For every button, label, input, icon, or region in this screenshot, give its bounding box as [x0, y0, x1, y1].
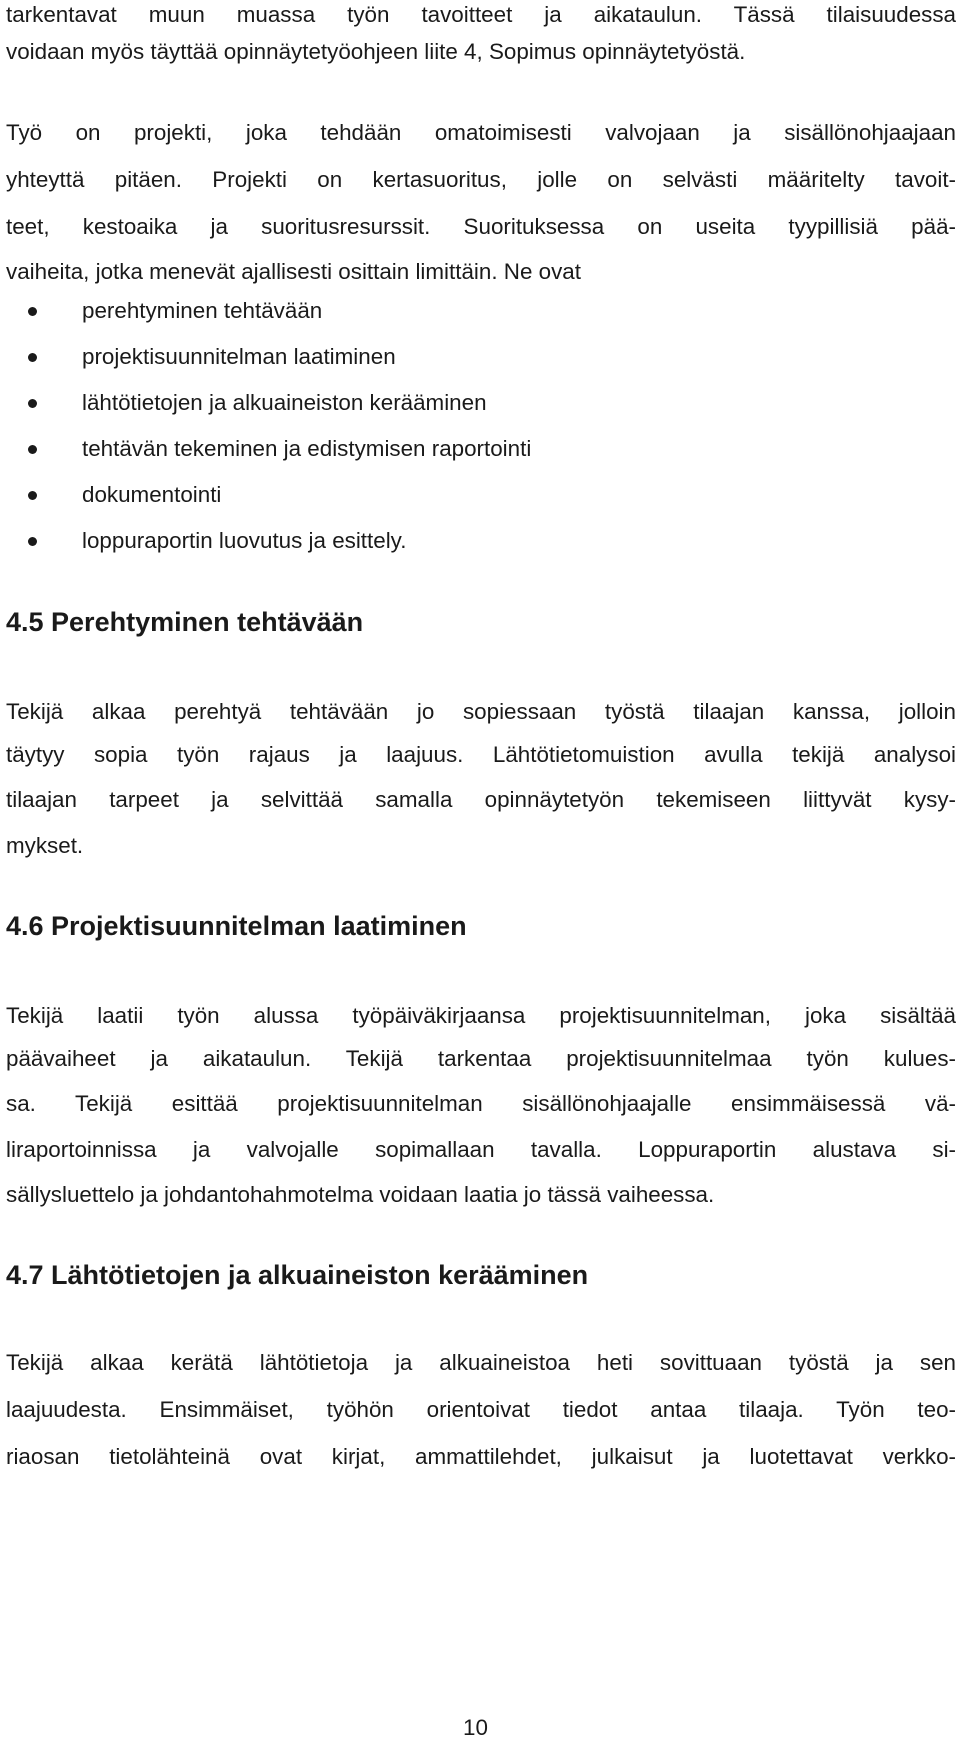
section-4-6-line: liraportoinnissa ja valvojalle sopimallaan tavalla. Loppuraportin alustava si-: [6, 1137, 956, 1162]
section-4-5-line: tilaajan tarpeet ja selvittää samalla opinnäytetyön tekemiseen liittyvät kysy-: [6, 787, 956, 812]
bullet-icon: [28, 307, 37, 316]
list-item: tehtävän tekeminen ja edistymisen raportointi: [82, 436, 532, 461]
section-4-6-line: sällysluettelo ja johdantohahmotelma voidaan laatia jo tässä vaiheessa.: [6, 1182, 715, 1207]
project-line: teet, kestoaika ja suoritusresurssit. Suorituksessa on useita tyypillisiä pää-: [6, 214, 956, 239]
bullet-icon: [28, 399, 37, 408]
project-line: vaiheita, jotka menevät ajallisesti osittain limittäin. Ne ovat: [6, 259, 581, 284]
section-heading: 4.7 Lähtötietojen ja alkuaineiston kerääminen: [6, 1260, 589, 1290]
section-4-7-line: laajuudesta. Ensimmäiset, työhön orientoivat tiedot antaa tilaaja. Työn teo-: [6, 1397, 956, 1422]
bullet-icon: [28, 445, 37, 454]
project-line: Työ on projekti, joka tehdään omatoimisesti valvojaan ja sisällönohjaajaan: [6, 120, 956, 145]
bullet-icon: [28, 491, 37, 500]
intro-line: voidaan myös täyttää opinnäytetyöohjeen liite 4, Sopimus opinnäytetyöstä.: [6, 39, 746, 64]
list-item: perehtyminen tehtävään: [82, 298, 323, 323]
project-line: yhteyttä pitäen. Projekti on kertasuoritus, jolle on selvästi määritelty tavoit-: [6, 167, 956, 192]
list-item: loppuraportin luovutus ja esittely.: [82, 528, 407, 553]
section-4-6-line: sa. Tekijä esittää projektisuunnitelman sisällönohjaajalle ensimmäisessä vä-: [6, 1091, 956, 1116]
intro-line: tarkentavat muun muassa työn tavoitteet ja aikataulun. Tässä tilaisuudessa: [6, 2, 956, 27]
section-4-5-line: täytyy sopia työn rajaus ja laajuus. Lähtötietomuistion avulla tekijä analysoi: [6, 742, 956, 767]
section-4-6-line: Tekijä laatii työn alussa työpäiväkirjaansa projektisuunnitelman, joka sisältää: [6, 1003, 956, 1028]
section-heading: 4.6 Projektisuunnitelman laatiminen: [6, 911, 467, 941]
bullet-icon: [28, 353, 37, 362]
bullet-icon: [28, 537, 37, 546]
section-4-6-line: päävaiheet ja aikataulun. Tekijä tarkentaa projektisuunnitelmaa työn kulues-: [6, 1046, 956, 1071]
section-4-5-line: Tekijä alkaa perehtyä tehtävään jo sopiessaan työstä tilaajan kanssa, jolloin: [6, 699, 956, 724]
section-4-7-line: riaosan tietolähteinä ovat kirjat, ammattilehdet, julkaisut ja luotettavat verkko-: [6, 1444, 956, 1469]
list-item: projektisuunnitelman laatiminen: [82, 344, 396, 369]
section-heading: 4.5 Perehtyminen tehtävään: [6, 607, 364, 637]
section-4-5-line: mykset.: [6, 833, 84, 858]
section-4-7-line: Tekijä alkaa kerätä lähtötietoja ja alkuaineistoa heti sovittuaan työstä ja sen: [6, 1350, 956, 1375]
list-item: dokumentointi: [82, 482, 222, 507]
list-item: lähtötietojen ja alkuaineiston kerääminen: [82, 390, 487, 415]
page-number: 10: [463, 1715, 488, 1740]
